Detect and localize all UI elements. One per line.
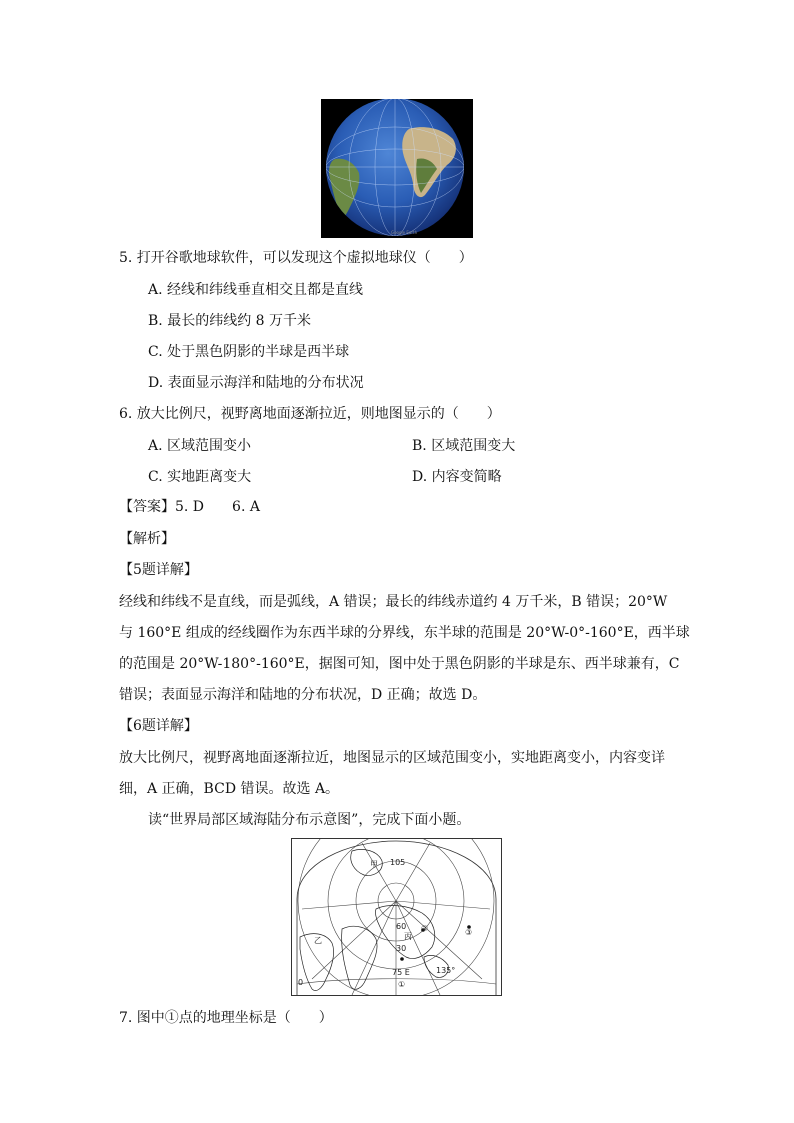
map-label-105: 105 <box>390 858 406 867</box>
map-marker-3: ③ <box>465 928 473 937</box>
q6-option-d: D. 内容变简略 <box>412 469 502 485</box>
q5-detail-line-3: 的范围是 20°W-180°-160°E，据图可知，图中处于黑色阴影的半球是东、西半球兼有，C <box>119 656 680 672</box>
map-marker-2: ② <box>421 924 429 933</box>
map-label-jia: 甲 <box>370 860 378 869</box>
q5-detail-line-1: 经线和纬线不是直线，而是弧线，A 错误；最长的纬线赤道约 4 万千米，B 错误；20°W <box>119 594 668 610</box>
map-label-135: 135° <box>436 966 456 975</box>
map-label-60: 60 <box>396 922 407 931</box>
map-label-30: 30 <box>396 944 407 953</box>
q6-detail-heading: 【6题详解】 <box>119 718 198 734</box>
map-label-yi: 乙 <box>314 936 322 945</box>
q5-option-a: A. 经线和纬线垂直相交且都是直线 <box>148 282 364 298</box>
map-marker-1: ① <box>398 980 406 989</box>
globe-image <box>321 99 473 238</box>
q5-detail-line-2: 与 160°E 组成的经线圈作为东西半球的分界线，东半球的范围是 20°W-0°-160°E，西半球 <box>119 625 690 641</box>
q6-option-a: A. 区域范围变小 <box>148 438 252 454</box>
q6-detail-line-1: 放大比例尺，视野离地面逐渐拉近，地图显示的区域范围变小，实地距离变小，内容变详 <box>119 750 665 766</box>
map-label-75e: 75 E <box>392 968 410 977</box>
map-label-0: 0 <box>298 978 304 987</box>
analysis-heading: 【解析】 <box>119 531 175 547</box>
map-intro: 读“世界局部区域海陆分布示意图”，完成下面小题。 <box>148 812 471 828</box>
answer-line: 【答案】5. D 6. A <box>119 499 260 515</box>
q6-option-b: B. 区域范围变大 <box>412 438 516 454</box>
q5-option-d: D. 表面显示海洋和陆地的分布状况 <box>148 375 364 391</box>
q6-stem: 6. 放大比例尺，视野离地面逐渐拉近，则地图显示的（ ） <box>119 406 501 422</box>
world-map-figure <box>291 838 502 996</box>
map-label-bing: 丙 <box>404 932 412 941</box>
q6-detail-line-2: 细，A 正确，BCD 错误。故选 A。 <box>119 781 340 797</box>
q6-option-c: C. 实地距离变大 <box>148 469 252 485</box>
q5-option-b: B. 最长的纬线约 8 万千米 <box>148 313 311 329</box>
globe-watermark: Google Earth <box>391 230 418 235</box>
q5-stem: 5. 打开谷歌地球软件，可以发现这个虚拟地球仪（ ） <box>119 250 473 266</box>
q7-stem: 7. 图中①点的地理坐标是（ ） <box>119 1010 333 1026</box>
q5-detail-heading: 【5题详解】 <box>119 562 198 578</box>
q5-detail-line-4: 错误；表面显示海洋和陆地的分布状况，D 正确；故选 D。 <box>119 687 487 703</box>
q5-option-c: C. 处于黑色阴影的半球是西半球 <box>148 344 350 360</box>
